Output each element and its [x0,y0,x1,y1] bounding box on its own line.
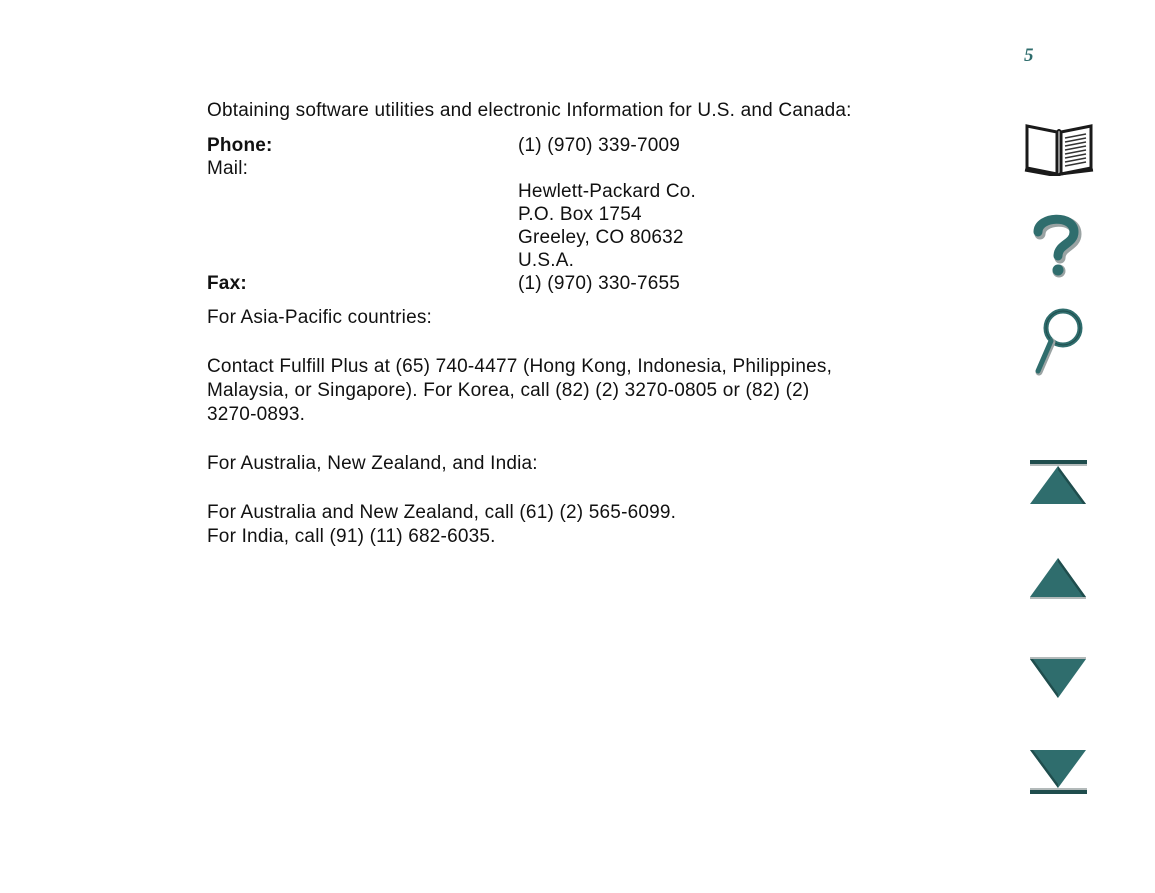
mail-address-line [207,203,967,226]
mail-address-pobox: P.O. Box 1754 [518,204,642,225]
previous-page-icon[interactable] [1029,556,1089,600]
fax-row [207,272,967,295]
fax-value: (1) (970) 330-7655 [518,273,681,294]
india-text-line: For India, call (91) (11) 682-6035. [207,526,496,547]
intro-text: Obtaining software utilities and electronic Information for U.S. and Canada: [207,100,852,121]
mail-address-city: Greeley, CO 80632 [518,227,684,248]
first-page-icon[interactable] [1029,458,1089,506]
mail-address-line [207,249,967,272]
asia-text-line: 3270-0893. [207,404,306,425]
asia-text-line: Malaysia, or Singapore). For Korea, call (82) (2) 3270-0805 or (82) (2) [207,380,810,401]
australia-text-line: For Australia and New Zealand, call (61) (2) 565-6099. [207,502,677,523]
asia-text-line: Contact Fulfill Plus at (65) 740-4477 (Hong Kong, Indonesia, Philippines, [207,356,833,377]
next-page-icon[interactable] [1029,656,1089,700]
phone-label: Phone: [207,135,273,156]
phone-value: (1) (970) 339-7009 [518,135,681,156]
fax-label: Fax: [207,273,247,294]
magnifier-icon[interactable] [1030,306,1086,378]
mail-address-company: Hewlett-Packard Co. [518,181,697,202]
book-icon[interactable] [1022,120,1096,176]
mail-address-country: U.S.A. [518,250,575,271]
main-content [207,99,967,549]
question-mark-icon[interactable] [1030,212,1086,280]
mail-address-line [207,226,967,249]
mail-row [207,157,967,180]
phone-row [207,134,967,157]
mail-label: Mail: [207,158,249,179]
page-number: 5 [1024,45,1034,66]
asia-heading: For Asia-Pacific countries: [207,307,433,328]
australia-heading: For Australia, New Zealand, and India: [207,453,538,474]
last-page-icon[interactable] [1029,748,1089,796]
mail-address-line [207,180,967,203]
